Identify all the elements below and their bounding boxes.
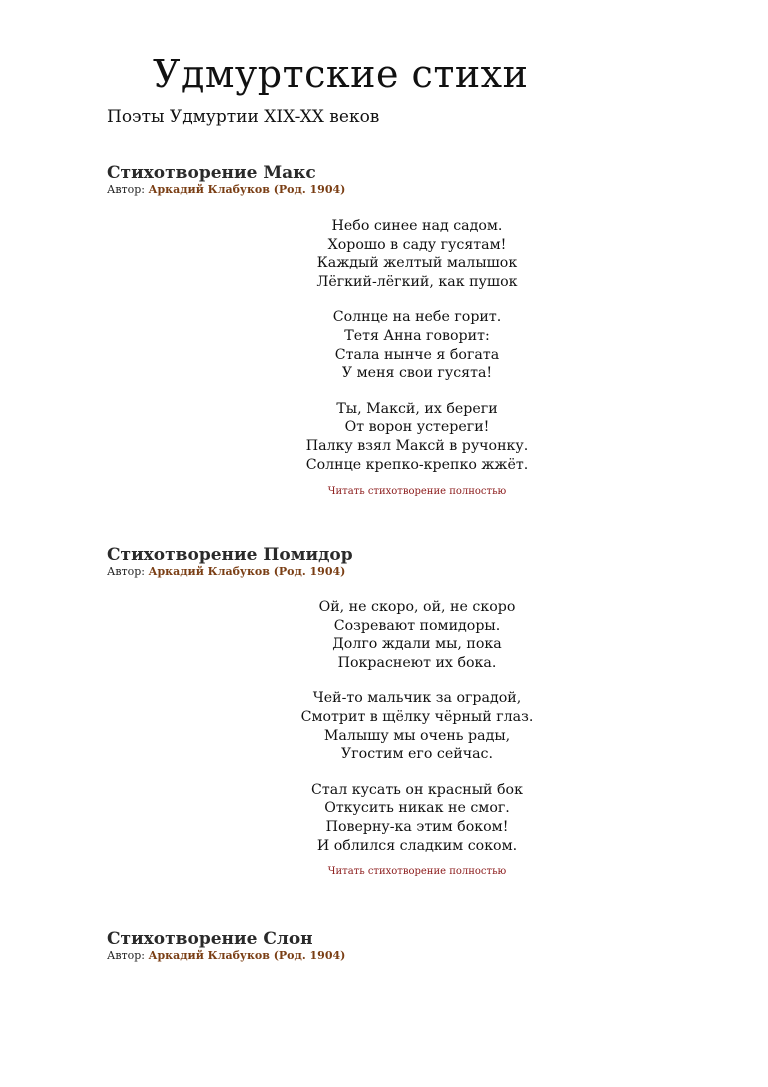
stanza (287, 781, 547, 855)
poem-heading: Стихотворение Слон (107, 929, 313, 949)
verse-line: Поверну-ка этим боком! (325, 818, 509, 835)
verse-line: Хорошо в саду гусятам! (327, 236, 507, 253)
verse-line: Малышу мы очень рады, (323, 727, 511, 744)
verse-line: Ой, не скоро, ой, не скоро (318, 599, 516, 615)
author-label: Автор: (107, 565, 145, 578)
read-full-poem-link[interactable]: Читать стихотворение полностью (327, 866, 507, 877)
stanza (287, 400, 547, 474)
verse-line: Смотрит в щёлку чёрный глаз. (300, 708, 534, 725)
document-title: Удмуртские стихи (153, 52, 529, 96)
poem-body (287, 598, 547, 855)
poem-heading: Стихотворение Макс (107, 163, 316, 183)
author-name: Аркадий Клабуков (Род. 1904) (148, 949, 346, 962)
verse-line: Палку взял Максй в ручонку. (305, 437, 529, 454)
verse-line: Откусить никак не смог. (324, 800, 510, 817)
verse-line: Небо синее над садом. (331, 218, 503, 234)
stanza (287, 217, 547, 291)
verse-line: Тетя Анна говорит: (344, 327, 490, 344)
verse-line: Солнце крепко-крепко жжёт. (305, 456, 529, 473)
verse-line: От ворон устереги! (344, 419, 490, 436)
author-name: Аркадий Клабуков (Род. 1904) (148, 183, 346, 196)
verse-line: И облился сладким соком. (316, 837, 518, 854)
author-line (107, 949, 707, 963)
author-name: Аркадий Клабуков (Род. 1904) (148, 565, 346, 578)
poem-body (287, 217, 547, 474)
verse-line: Долго ждали мы, пока (332, 636, 502, 653)
stanza (287, 308, 547, 382)
verse-line: Лёгкий-лёгкий, как пушок (316, 273, 518, 290)
author-line (107, 565, 707, 579)
verse-line: Стал кусать он красный бок (311, 781, 523, 798)
stanza (287, 598, 547, 672)
stanza (287, 689, 547, 763)
verse-line: Ты, Максй, их береги (336, 400, 498, 417)
verse-line: Созревают помидоры. (333, 617, 501, 634)
poem-section-slon (107, 929, 707, 963)
poem-heading: Стихотворение Помидор (107, 545, 353, 565)
document-subtitle: Поэты Удмуртии XIX-XX веков (107, 107, 380, 127)
author-label: Автор: (107, 183, 145, 196)
verse-line: Каждый желтый малышок (316, 255, 518, 272)
poem-section-pomidor (107, 545, 707, 579)
verse-line: Солнце на небе горит. (332, 309, 502, 326)
verse-line: Чей-то мальчик за оградой, (312, 690, 522, 707)
verse-line: У меня свои гусята! (341, 365, 493, 382)
author-line (107, 183, 707, 197)
verse-line: Угостим его сейчас. (341, 746, 493, 763)
author-label: Автор: (107, 949, 145, 962)
poem-section-maks (107, 163, 707, 197)
read-full-poem-link[interactable]: Читать стихотворение полностью (327, 486, 507, 497)
verse-line: Покраснеют их бока. (337, 654, 497, 671)
verse-line: Стала нынче я богата (334, 346, 500, 363)
